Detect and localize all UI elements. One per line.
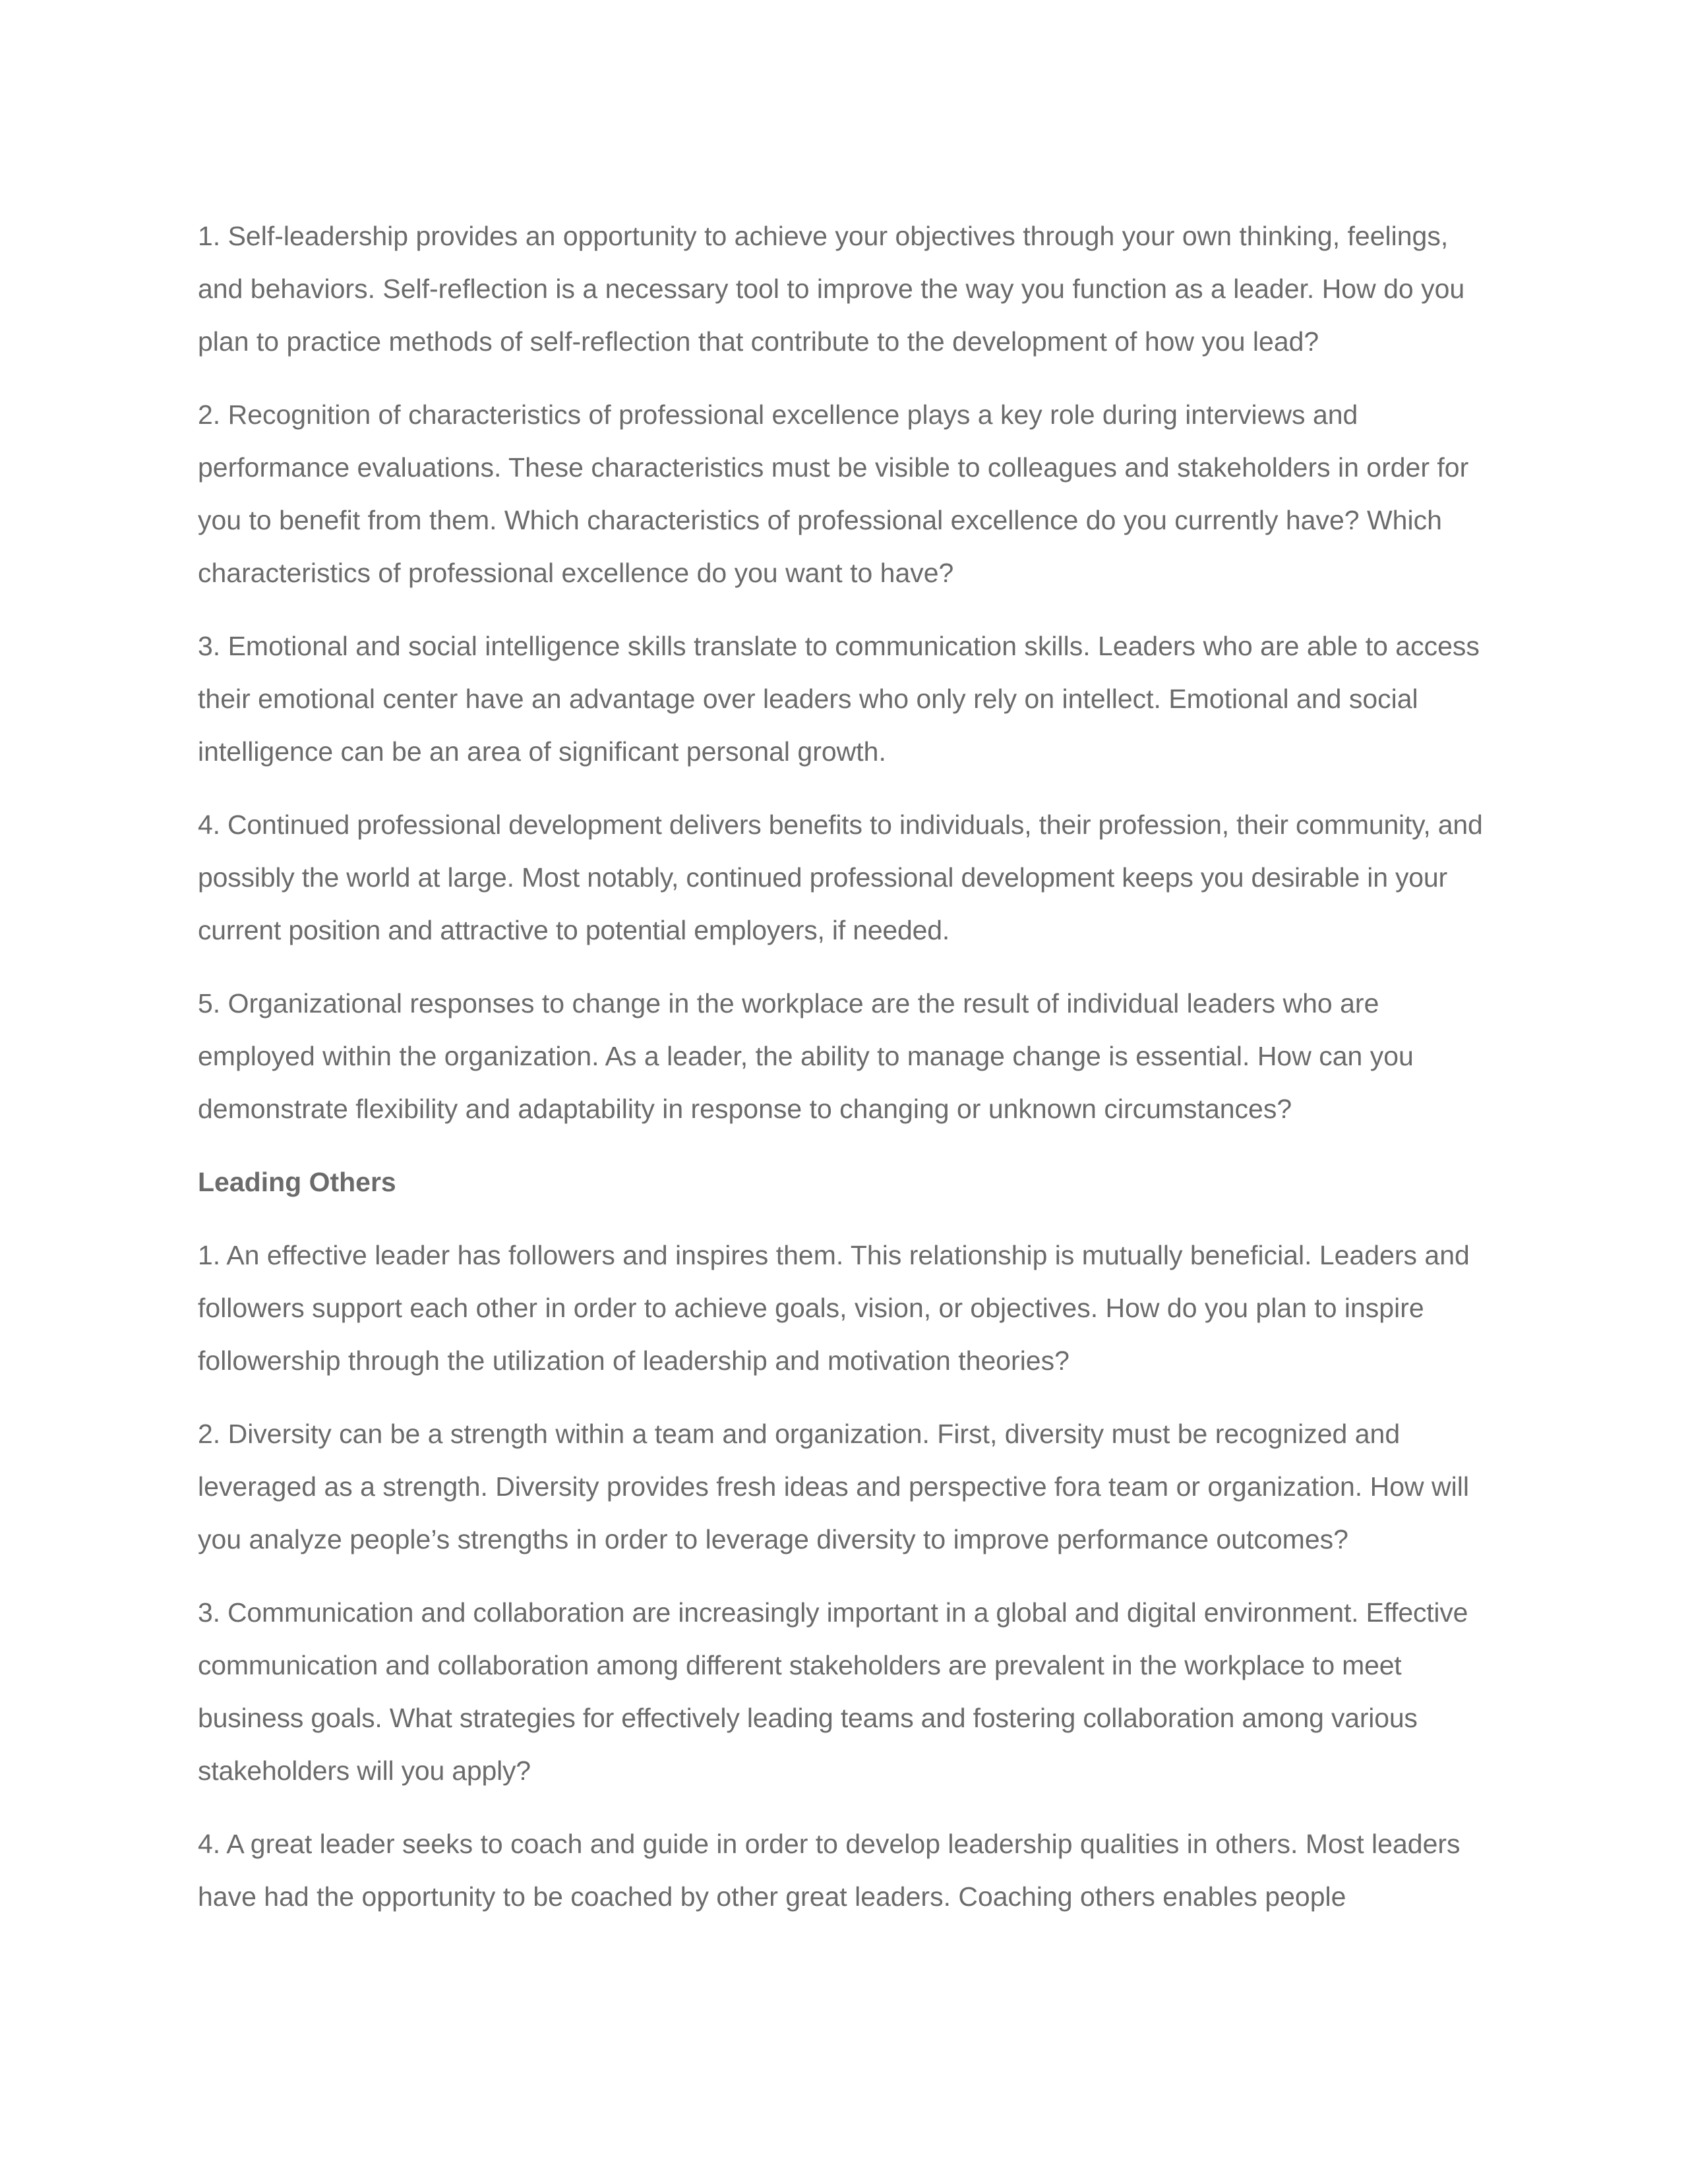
paragraph-emotional-intelligence: 3. Emotional and social intelligence skills translate to communication skills. Leaders who are able to access their emotional center have an advantage over leaders who only rely on intellect. Emotional and social intelligence can be an area of significant personal growth. bbox=[198, 631, 1480, 767]
paragraph-professional-development: 4. Continued professional development delivers benefits to individuals, their profession, their community, and possibly the world at large. Most notably, continued professional development keeps you desirable in your current position and attractive to potential employers, if needed. bbox=[198, 810, 1483, 945]
paragraph-self-leadership: 1. Self-leadership provides an opportunity to achieve your objectives through your own thinking, feelings, and behaviors. Self-reflection is a necessary tool to improve the way you function as a leader. How do you plan to practice methods of self-reflection that contribute to the development of how you lead? bbox=[198, 221, 1465, 357]
paragraph-diversity: 2. Diversity can be a strength within a team and organization. First, diversity must be recognized and leveraged as a strength. Diversity provides fresh ideas and perspective fora team or organization. How will you analyze people’s strengths in order to leverage diversity to improve performance outcomes? bbox=[198, 1419, 1469, 1554]
section-heading-leading-others: Leading Others bbox=[198, 1167, 396, 1197]
document-body bbox=[198, 210, 1490, 1943]
paragraph-professional-excellence: 2. Recognition of characteristics of professional excellence plays a key role during interviews and performance evaluations. These characteristics must be visible to colleagues and stakeholders in order for you to benefit from them. Which characteristics of professional excellence do you currently have? Which characteristics of professional excellence do you want to have? bbox=[198, 399, 1469, 588]
paragraph-organizational-change: 5. Organizational responses to change in the workplace are the result of individual leaders who are employed within the organization. As a leader, the ability to manage change is essential. How can you demonstrate flexibility and adaptability in response to changing or unknown circumstances? bbox=[198, 988, 1414, 1124]
paragraph-communication-collaboration: 3. Communication and collaboration are increasingly important in a global and digital environment. Effective communication and collaboration among different stakeholders are prevalent in the workplace to meet business goals. What strategies for effectively leading teams and fostering collaboration among various stakeholders will you apply? bbox=[198, 1597, 1468, 1786]
paragraph-followership: 1. An effective leader has followers and inspires them. This relationship is mutually beneficial. Leaders and followers support each other in order to achieve goals, vision, or objectives. How do you plan to inspire followership through the utilization of leadership and motivation theories? bbox=[198, 1240, 1470, 1376]
paragraph-coaching: 4. A great leader seeks to coach and guide in order to develop leadership qualities in others. Most leaders have had the opportunity to be coached by other great leaders. Coaching others enables people bbox=[198, 1829, 1461, 1912]
